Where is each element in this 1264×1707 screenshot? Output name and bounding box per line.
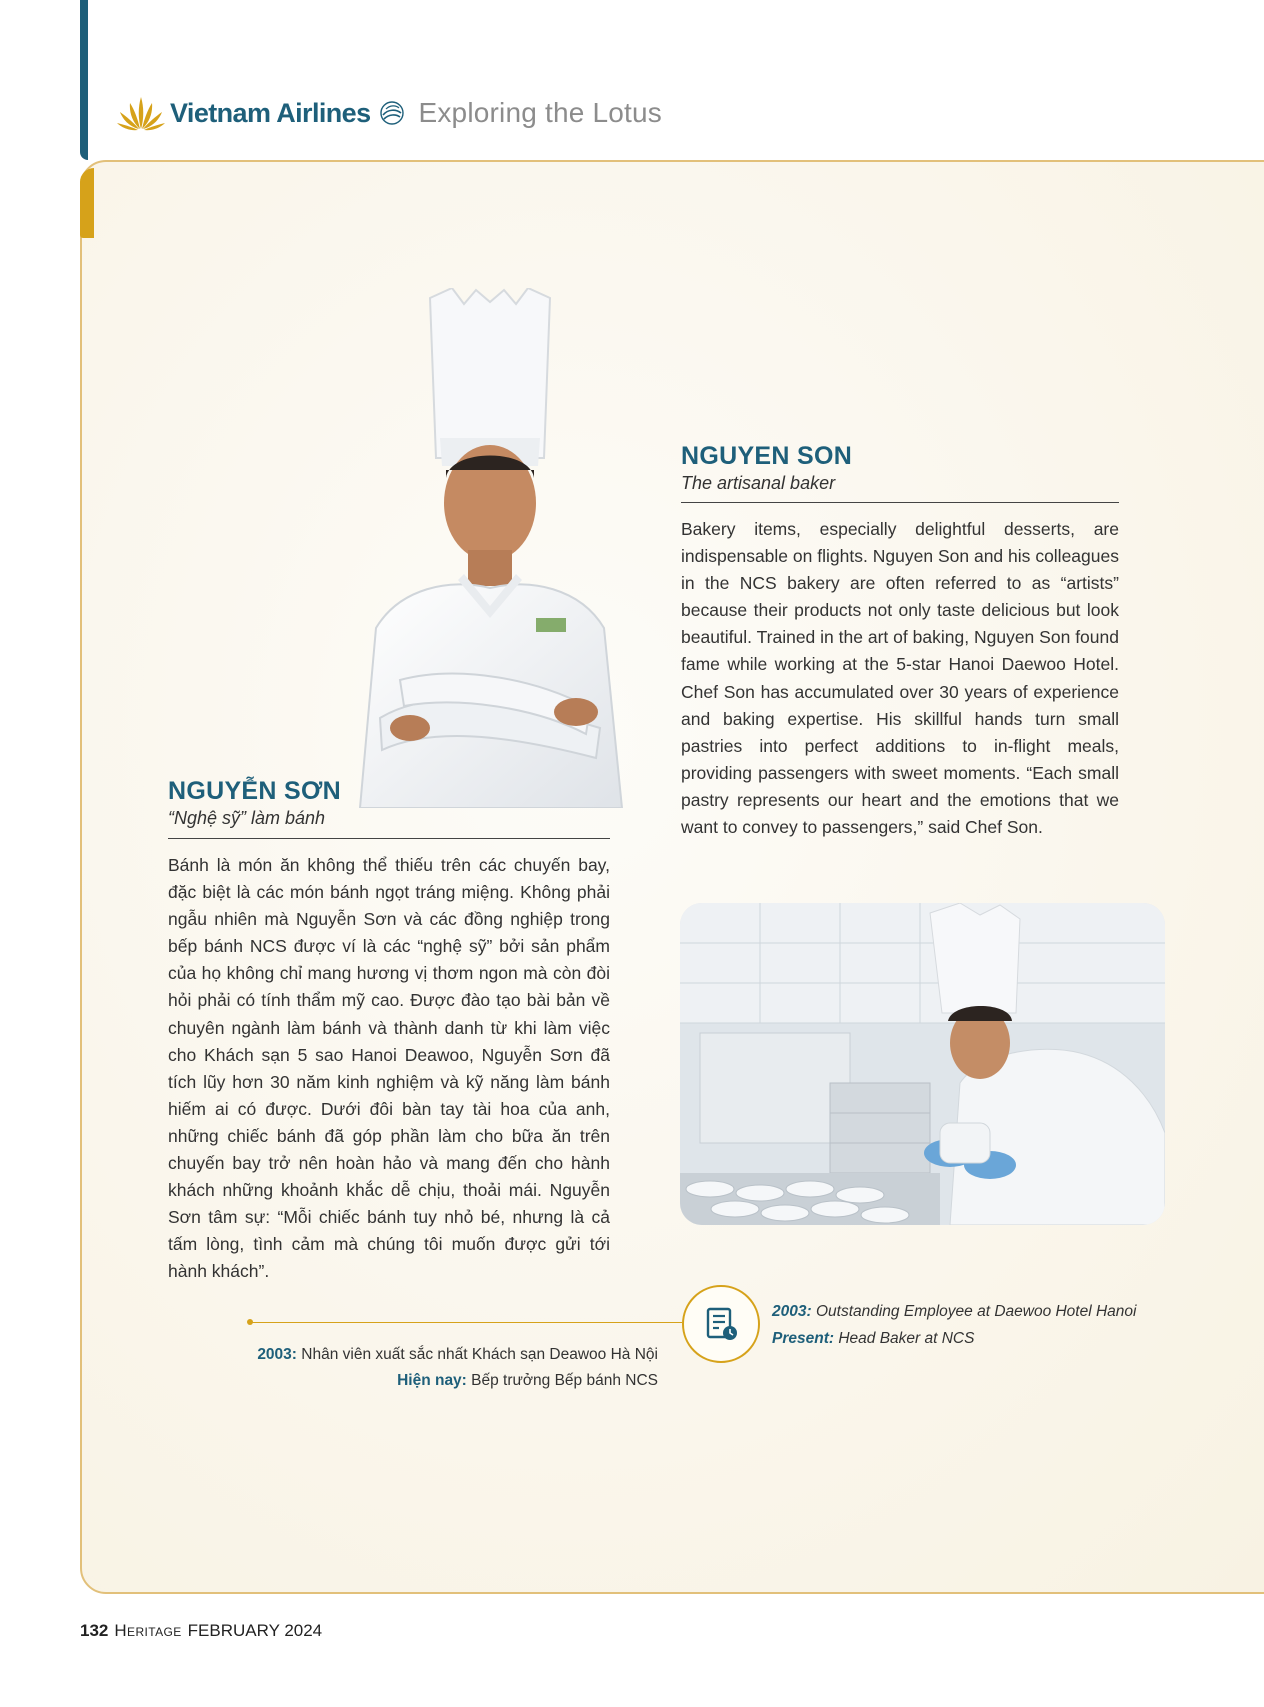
timeline-dot: [247, 1319, 253, 1325]
bakery-kitchen-photo: [680, 903, 1165, 1225]
document-clock-icon: [701, 1304, 741, 1344]
timeline-vietnamese: [257, 1342, 658, 1394]
page-number: 132: [80, 1621, 109, 1640]
name-vietnamese: NGUYỄN SƠN: [168, 777, 341, 805]
brand-name: Vietnam Airlines: [170, 97, 371, 128]
role-english: The artisanal baker: [681, 473, 836, 493]
timeline-vn-item: Hiện nay: Bếp trưởng Bếp bánh NCS: [397, 1372, 658, 1389]
body-english: Bakery items, especially delightful desserts, are indispensable on flights. Nguyen Son and his colleagues in the NCS bakery are often referred to as “artists” because their products not only taste delicious but look beautiful. Trained in the art of baking, Nguyen Son found fame while working at the 5-star Hanoi Daewoo Hotel. Chef Son has accumulated over 30 years of experience and baking expertise. His skillful hands turn small pastries into perfect additions to in-flight meals, providing passengers with sweet moments. “Each small pastry represents our heart and the emotions that we want to convey to passengers,” said Chef Son.: [681, 519, 1119, 838]
lotus-logo-icon: [116, 93, 166, 133]
accent-bar-gold: [80, 168, 94, 238]
issue-date: FEBRUARY 2024: [187, 1621, 323, 1640]
skyteam-logo-icon: [376, 97, 408, 129]
body-vietnamese: Bánh là món ăn không thể thiếu trên các chuyến bay, đặc biệt là các món bánh ngọt tráng miệng. Không phải ngẫu nhiên mà Nguyễn Sơn và các đồng nghiệp trong bếp bánh NCS được ví là các “nghệ sỹ” bởi sản phẩm của họ không chỉ mang hương vị thơm ngon mà còn đòi hỏi phải có tính thẩm mỹ cao. Được đào tạo bài bản về chuyên ngành làm bánh và thành danh từ khi làm việc cho Khách sạn 5 sao Hanoi Deawoo, Nguyễn Sơn đã tích lũy hơn 30 năm kinh nghiệm và kỹ năng làm bánh hiếm ai có được. Dưới đôi bàn tay tài hoa của anh, những chiếc bánh đã góp phần làm cho bữa ăn trên chuyến bay trở nên hoàn hảo và mang đến cho hành khách những khoảnh khắc dễ chịu, thoải mái. Nguyễn Sơn tâm sự: “Mỗi chiếc bánh tuy nhỏ bé, nhưng là cả tấm lòng, tình cảm mà chúng tôi muốn được gửi tới hành khách”.: [168, 855, 610, 1282]
role-vietnamese: “Nghệ sỹ” làm bánh: [168, 808, 326, 828]
timeline-en-item: 2003: Outstanding Employee at Daewoo Hotel Hanoi: [772, 1303, 1137, 1320]
magazine-header: [116, 88, 662, 138]
timeline-vn-item: 2003: Nhân viên xuất sắc nhất Khách sạn Deawoo Hà Nội: [257, 1346, 658, 1363]
magazine-name: Heritage: [114, 1621, 182, 1640]
accent-bar-blue: [80, 0, 88, 160]
header-tagline: Exploring the Lotus: [418, 97, 662, 128]
chef-portrait-image: [340, 288, 640, 808]
page-footer: [80, 1621, 322, 1641]
timeline-badge: [682, 1285, 760, 1363]
timeline-en-item: Present: Head Baker at NCS: [772, 1330, 975, 1347]
divider-english: [681, 502, 1119, 503]
timeline-line: [250, 1322, 682, 1323]
name-english: NGUYEN SON: [681, 442, 853, 470]
divider-vietnamese: [168, 838, 610, 839]
timeline-english: [772, 1298, 1136, 1352]
